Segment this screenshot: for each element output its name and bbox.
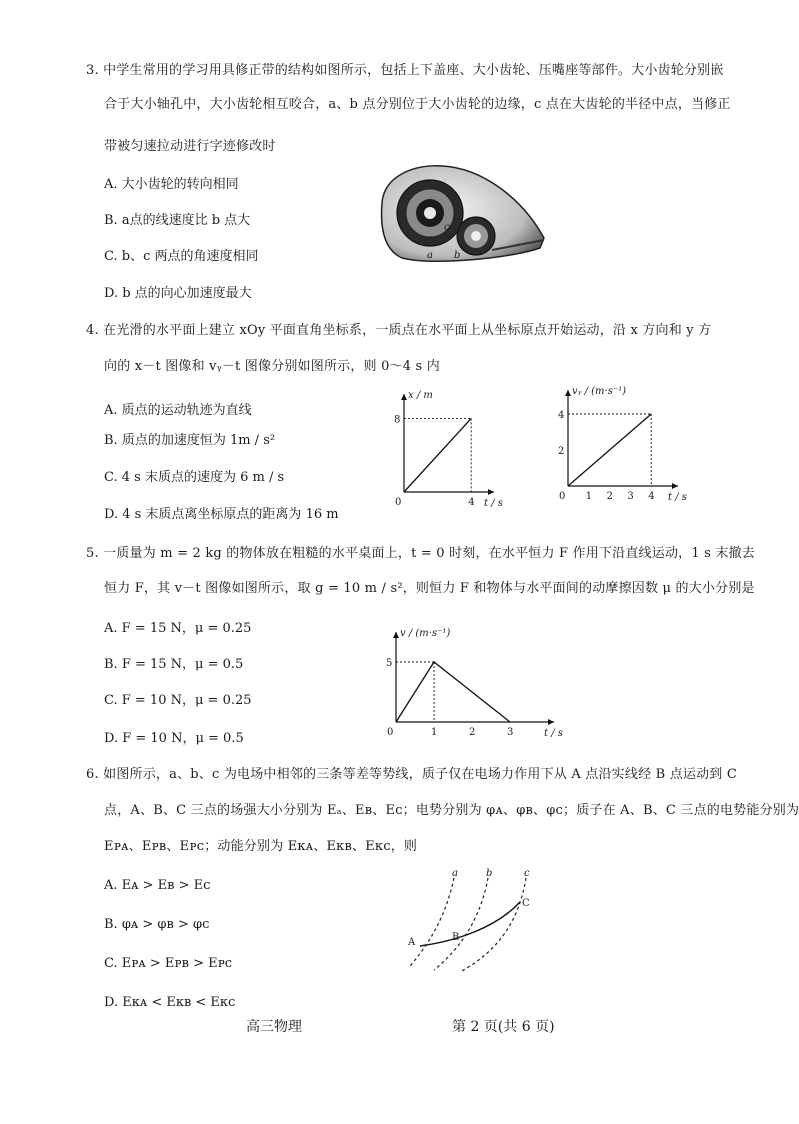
q3-line-3: 带被匀速拉动进行字迹修改时: [104, 139, 276, 154]
x-axis-arrow: [488, 489, 494, 495]
equipotential-b: [434, 878, 488, 970]
q4-option-d: D. 4 s 末质点离坐标原点的距离为 16 m: [104, 507, 339, 522]
x-tick-label: 3: [507, 727, 514, 738]
q6-option-d: D. Eᴋᴀ < Eᴋʙ < Eᴋᴄ: [104, 995, 236, 1010]
q5-line-2: 恒力 F，其 v－t 图像如图所示，取 g = 10 m / s²，则恒力 F 和物体与水平面间的动摩擦因数 μ 的大小分别是: [104, 581, 755, 596]
y-axis-arrow: [401, 394, 407, 400]
q6-label-a: a: [452, 868, 458, 879]
y-tick-label: 5: [386, 658, 393, 669]
correction-tape-figure: [372, 158, 552, 268]
x-tick-label: 1: [431, 727, 438, 738]
series-line: [404, 418, 471, 492]
q5-option-c: C. F = 10 N，μ = 0.25: [104, 693, 252, 708]
q3-label-a: a: [427, 250, 433, 261]
q3-label-c: c: [444, 222, 450, 233]
y-tick-label: 2: [558, 446, 565, 457]
q3-option-d: D. b 点的向心加速度最大: [104, 286, 252, 301]
q5-option-d: D. F = 10 N，μ = 0.5: [104, 731, 244, 746]
q6-label-A: A: [408, 937, 416, 948]
q6-option-b: B. φᴀ > φʙ > φᴄ: [104, 917, 210, 932]
equipotential-figure: [396, 866, 546, 976]
q4-line-1: 4. 在光滑的水平面上建立 xOy 平面直角坐标系，一质点在水平面上从坐标原点开始运动，沿 x 方向和 y 方: [86, 323, 712, 338]
q5-line-1: 5. 一质量为 m = 2 kg 的物体放在粗糙的水平桌面上，t = 0 时刻，在水平恒力 F 作用下沿直线运动，1 s 末撤去: [86, 546, 755, 561]
q6-option-c: C. Eᴘᴀ > Eᴘʙ > Eᴘᴄ: [104, 956, 233, 971]
q5-option-b: B. F = 15 N，μ = 0.5: [104, 657, 244, 672]
y-tick-label: 4: [558, 410, 565, 421]
x-tick-label: 2: [469, 727, 476, 738]
y-axis-label: v / (m·s⁻¹): [400, 628, 451, 639]
q4-option-c: C. 4 s 末质点的速度为 6 m / s: [104, 470, 285, 485]
x-t-graph: [388, 388, 508, 508]
q6-label-c: c: [524, 868, 530, 879]
q3-option-c: C. b、c 两点的角速度相同: [104, 249, 259, 264]
y-axis-arrow: [565, 390, 571, 396]
q4-line-2: 向的 x－t 图像和 vᵧ－t 图像分别如图所示，则 0～4 s 内: [104, 359, 440, 374]
x-axis-label: t / s: [484, 498, 503, 509]
q3-option-a: A. 大小齿轮的转向相同: [104, 177, 239, 192]
q6-label-b: b: [486, 868, 493, 879]
y-axis-label: x / m: [408, 390, 433, 401]
footer-subject: 高三物理: [246, 1019, 302, 1035]
q3-option-b: B. a点的线速度比 b 点大: [104, 213, 251, 228]
q3-line-2: 合于大小轴孔中，大小齿轮相互咬合，a、b 点分别位于大小齿轮的边缘，c 点在大齿轮的半径中点，当修正: [104, 97, 731, 112]
q4-option-b: B. 质点的加速度恒为 1m / s²: [104, 433, 276, 448]
x-tick-label: 0: [387, 727, 394, 738]
q5-option-a: A. F = 15 N，μ = 0.25: [104, 621, 252, 636]
x-tick-label: 4: [648, 491, 655, 502]
x-tick-label: 2: [606, 491, 613, 502]
q4-option-a: A. 质点的运动轨迹为直线: [104, 403, 252, 418]
y-axis-arrow: [393, 632, 399, 638]
y-axis-label: vᵧ / (m·s⁻¹): [572, 386, 627, 397]
equipotential-a: [410, 878, 454, 966]
x-tick-label: 0: [395, 497, 402, 508]
v-t-graph: [360, 622, 563, 740]
equipotential-c: [460, 878, 526, 972]
footer-page-number: 第 2 页(共 6 页): [452, 1019, 555, 1035]
x-tick-label: 1: [585, 491, 593, 502]
series-line: [568, 414, 651, 486]
x-axis-arrow: [548, 719, 554, 725]
q6-line-1: 6. 如图所示，a、b、c 为电场中相邻的三条等差等势线，质子仅在电场力作用下从 A 点沿实线经 B 点运动到 C: [86, 767, 737, 782]
proton-trajectory: [420, 902, 520, 946]
series-line: [396, 662, 510, 722]
x-tick-label: 3: [627, 491, 634, 502]
q6-option-a: A. Eᴀ > Eʙ > Eᴄ: [104, 878, 211, 893]
vy-t-graph: [552, 384, 692, 508]
q3-line-1: 3. 中学生常用的学习用具修正带的结构如图所示，包括上下盖座、大小齿轮、压嘴座等部件。大小齿轮分别嵌: [86, 63, 724, 78]
x-tick-label: 0: [559, 491, 566, 502]
q6-label-C: C: [522, 898, 530, 909]
q6-line-2: 点，A、B、C 三点的场强大小分别为 Eₐ、Eʙ、Eᴄ；电势分别为 φᴀ、φʙ、φᴄ；质子在 A、B、C 三点的电势能分别为: [104, 803, 799, 818]
x-axis-label: t / s: [668, 492, 687, 503]
x-axis-arrow: [672, 483, 678, 489]
x-tick-label: 4: [468, 497, 475, 508]
q3-label-b: b: [454, 250, 461, 261]
x-axis-label: t / s: [544, 728, 563, 739]
y-tick-label: 8: [394, 414, 401, 426]
q6-label-B: B: [452, 932, 460, 943]
q6-line-3: Eᴘᴀ、Eᴘʙ、Eᴘᴄ；动能分别为 Eᴋᴀ、Eᴋʙ、Eᴋᴄ，则: [104, 839, 418, 854]
